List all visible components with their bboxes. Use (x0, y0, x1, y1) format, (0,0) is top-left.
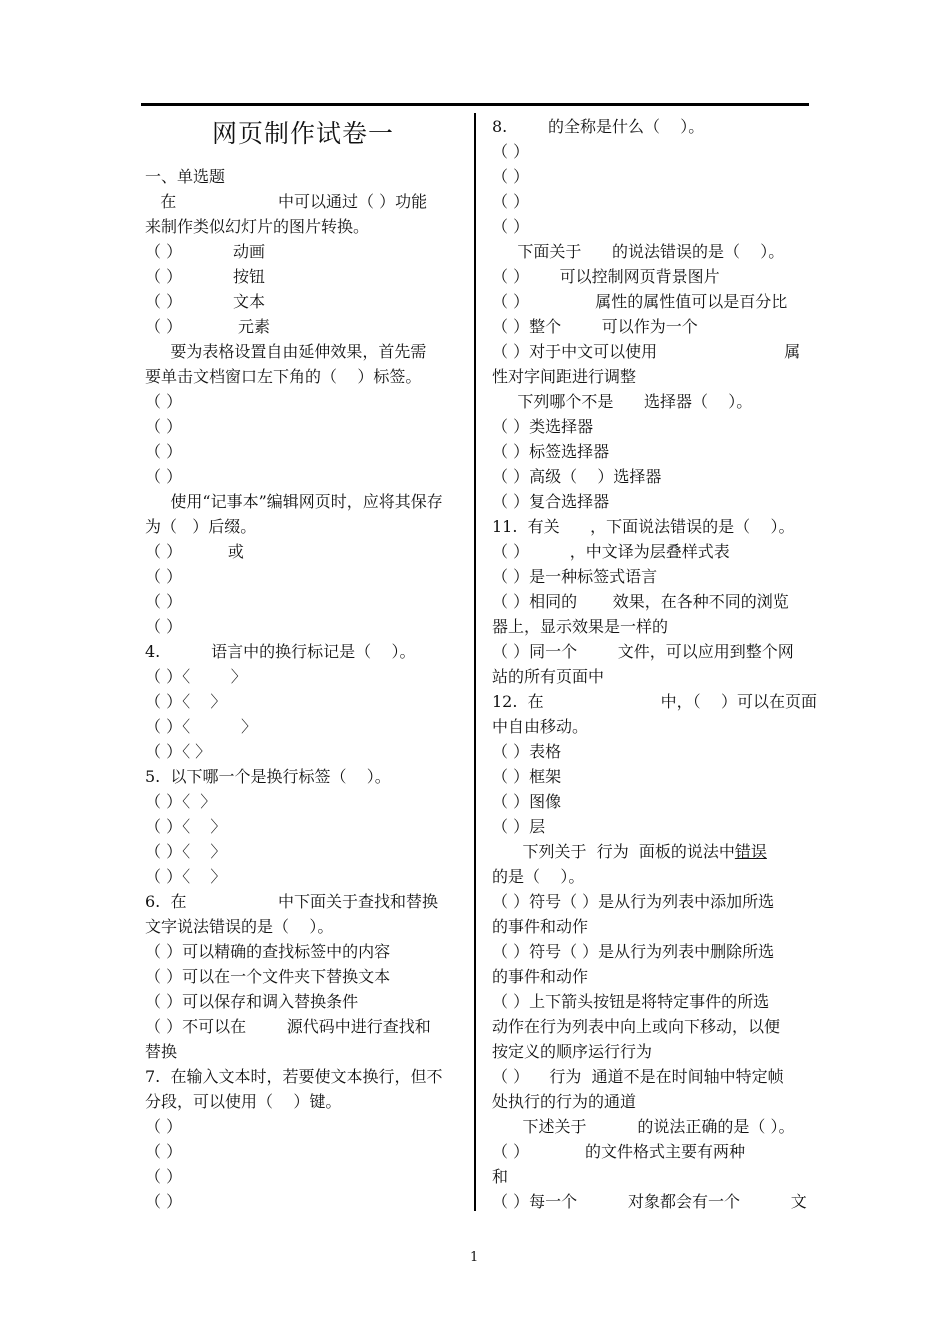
option-line: （ ）相同的 效果，在各种不同的浏览 (492, 592, 789, 611)
question-line: 4. 语言中的换行标记是（ ）。 (145, 642, 416, 661)
section-heading: 一、单选题 (145, 167, 226, 186)
question-line: 的是（ ）。 (492, 867, 585, 886)
question-line: 11. 有关 ，下面说法错误的是（ ）。 (492, 517, 795, 536)
option-line: （ ）〈 〉 (145, 842, 227, 861)
question-line: 下面关于 的说法错误的是（ ）。 (492, 242, 785, 261)
option-line: （ ）〈 〉 (145, 742, 212, 761)
option-line: （ ）〈 〉 (145, 792, 217, 811)
option-line: （ ）〈 〉 (145, 717, 257, 736)
question-line: 在 中可以通过（ ）功能 (145, 192, 428, 211)
top-rule (141, 103, 809, 106)
option-line: （ ） (145, 442, 183, 461)
option-line: （ ） 按钮 (145, 267, 265, 286)
option-line: （ ）是一种标签式语言 (492, 567, 658, 586)
option-line: （ ） 文本 (145, 292, 265, 311)
option-line: （ ） (492, 217, 530, 236)
option-line: （ ） (492, 192, 530, 211)
option-line: （ ）对于中文可以使用 属 (492, 342, 801, 361)
option-line: （ ） (145, 1167, 183, 1186)
option-line: （ ）上下箭头按钮是将特定事件的所选 (492, 992, 770, 1011)
option-line: （ ） 动画 (145, 242, 265, 261)
option-line: （ ） 或 (145, 542, 244, 561)
column-divider (474, 113, 476, 1211)
option-line: （ ）符号（ ）是从行为列表中删除所选 (492, 942, 775, 961)
option-line: 性对字间距进行调整 (492, 367, 637, 386)
option-line: 的事件和动作 (492, 967, 589, 986)
option-line: （ ） 元素 (145, 317, 271, 336)
option-line: （ ） (145, 417, 183, 436)
option-line: （ ）不可以在 源代码中进行查找和 (145, 1017, 431, 1036)
option-line: （ ） 行为 通道不是在时间轴中特定帧 (492, 1067, 784, 1086)
option-line: （ ）表格 (492, 742, 562, 761)
option-line: （ ） (492, 142, 530, 161)
question-line: 8. 的全称是什么（ ）。 (492, 117, 705, 136)
option-line: （ ） (145, 592, 183, 611)
question-line: 12. 在 中，（ ）可以在页面 (492, 692, 817, 711)
option-line: 按定义的顺序运行行为 (492, 1042, 653, 1061)
question-line: 为（ ）后缀。 (145, 517, 257, 536)
option-line: 动作在行为列表中向上或向下移动，以便 (492, 1017, 781, 1036)
option-line: 和 (492, 1167, 509, 1186)
question-line (492, 842, 767, 862)
option-line: （ ）高级（ ）选择器 (492, 467, 662, 486)
option-line: （ ） (145, 1142, 183, 1161)
option-line: （ ）〈 〉 (145, 867, 227, 886)
question-line: 文字说法错误的是（ ）。 (145, 917, 334, 936)
option-line: （ ）标签选择器 (492, 442, 610, 461)
option-line: （ ）〈 〉 (145, 667, 247, 686)
question-line: 6. 在 中下面关于查找和替换 (145, 892, 438, 911)
option-line: （ ）可以保存和调入替换条件 (145, 992, 359, 1011)
option-line: （ ）复合选择器 (492, 492, 610, 511)
option-line: （ ） 的文件格式主要有两种 (492, 1142, 746, 1161)
option-line: （ ） 可以控制网页背景图片 (492, 267, 720, 286)
option-line: （ ） ，中文译为层叠样式表 (492, 542, 730, 561)
question-line: 7. 在输入文本时，若要使文本换行，但不 (145, 1067, 443, 1086)
question-line: 使用“记事本”编辑网页时，应将其保存 (145, 492, 443, 511)
option-line: 器上，显示效果是一样的 (492, 617, 669, 636)
option-line: （ ）整个 可以作为一个 (492, 317, 698, 336)
option-line: 站的所有页面中 (492, 667, 605, 686)
question-line: 分段，可以使用（ ）键。 (145, 1092, 342, 1111)
option-line: 的事件和动作 (492, 917, 589, 936)
question-line: 要为表格设置自由延伸效果，首先需 (145, 342, 427, 361)
option-line: （ ）类选择器 (492, 417, 594, 436)
question-line: 下列哪个不是 选择器（ ）。 (492, 392, 753, 411)
option-line: （ ） (145, 1192, 183, 1211)
option-line: （ ） (145, 1117, 183, 1136)
option-line: （ ）〈 〉 (145, 817, 227, 836)
option-line: （ ）可以在一个文件夹下替换文本 (145, 967, 391, 986)
option-line: （ ）框架 (492, 767, 562, 786)
underlined-word: 错误 (734, 842, 767, 861)
question-line: 5. 以下哪一个是换行标签（ ）。 (145, 767, 391, 786)
option-line: （ ）可以精确的查找标签中的内容 (145, 942, 391, 961)
option-line: （ ）〈 〉 (145, 692, 227, 711)
option-line: （ ）图像 (492, 792, 562, 811)
question-line: 下述关于 的说法正确的是（ ）。 (492, 1117, 795, 1136)
option-line: （ ）同一个 文件，可以应用到整个网 (492, 642, 794, 661)
option-line: （ ） 属性的属性值可以是百分比 (492, 292, 788, 311)
question-line: 来制作类似幻灯片的图片转换。 (145, 217, 370, 236)
question-text: 下列关于 行为 面板的说法中 (492, 842, 735, 861)
option-line: （ ） (145, 567, 183, 586)
option-line: （ ）每一个 对象都会有一个 文 (492, 1192, 807, 1211)
option-line: 处执行的行为的通道 (492, 1092, 637, 1111)
option-line: （ ）符号（ ）是从行为列表中添加所选 (492, 892, 775, 911)
question-line: 要单击文档窗口左下角的（ ）标签。 (145, 367, 422, 386)
page-title: 网页制作试卷一 (212, 119, 395, 148)
option-line: （ ） (145, 467, 183, 486)
page-number: 1 (470, 1250, 479, 1265)
option-line: （ ） (145, 617, 183, 636)
option-line: 替换 (145, 1042, 178, 1061)
option-line: （ ） (492, 167, 530, 186)
option-line: （ ）层 (492, 817, 546, 836)
question-line: 中自由移动。 (492, 717, 589, 736)
option-line: （ ） (145, 392, 183, 411)
